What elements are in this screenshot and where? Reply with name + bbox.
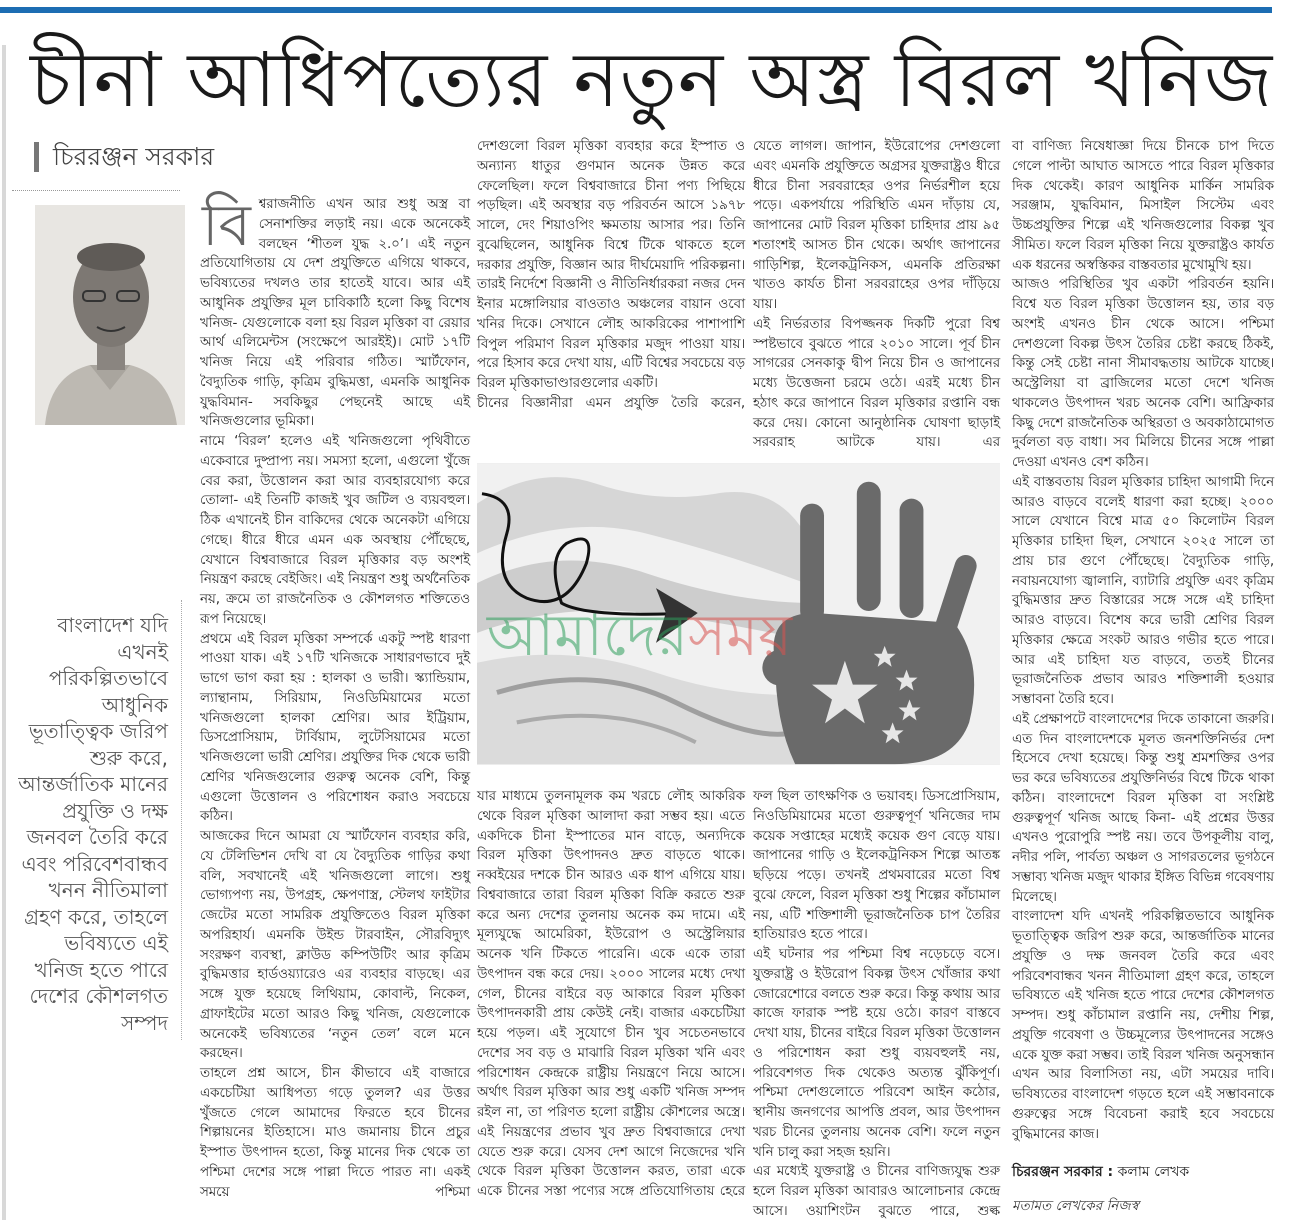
article-illustration [477,463,1000,765]
drop-cap: বি [202,191,251,259]
paragraph: নামে ‘বিরল’ হলেও এই খনিজগুলো পৃথিবীতে একেবারে দুষ্প্রাপ্য নয়। সমস্যা হলো, এগুলো খুঁজে বের করা, উত্তোলন করা আর ব্যবহারযোগ্য করে তোলা- এই তিনটি কাজই খুব জটিল ও ব্যয়বহুল। ঠিক এখানেই চীন বাকিদের থেকে অনেকটা এগিয়ে গেছে। ধীরে ধীরে এমন এক অবস্থায় পৌঁছেছে, যেখানে বিশ্ববাজারে বিরল মৃত্তিকার বড় অংশই নিয়ন্ত্রণ করছে বেইজিং। এই নিয়ন্ত্রণ শুধু অর্থনৈতিক নয়, ক্রমে তা রাজনৈতিক ও কৌশলগত শক্তিতেও রূপ নিয়েছে। [200,433,470,627]
paragraph: যার মাধ্যমে তুলনামূলক কম খরচে লৌহ আকরিক থেকে বিরল মৃত্তিকা আলাদা করা সম্ভব হয়। এতে একদিকে চীনা ইস্পাতের মান বাড়ে, অন্যদিকে বিরল মৃত্তিকা উৎপাদনও দ্রুত বাড়তে থাকে। নব্বইয়ের দশকে চীন আরও এক ধাপ এগিয়ে যায়। বিশ্ববাজারে তারা বিরল মৃত্তিকা বিক্রি করতে শুরু করে অন্য দেশের তুলনায় অনেক কম দামে। এই মূল্যযুদ্ধে আমেরিকা, ইউরোপ ও অস্ট্রেলিয়ার অনেক খনি টিকতে পারেনি। একে একে তারা উৎপাদন বন্ধ করে দেয়। ২০০০ সালের মধ্যে দেখা গেল, চীনের বাইরে বড় আকারে বিরল মৃত্তিকা উৎপাদনকারী প্রায় কেউই নেই। বাজার একচেটিয়া হয়ে পড়ল। এই সুযোগে চীন খুব সচেতনভাবে দেশের সব বড় ও মাঝারি বিরল মৃত্তিকা খনি এবং পরিশোধন কেন্দ্রকে রাষ্ট্রীয় নিয়ন্ত্রণে নিয়ে আসে। অর্থাৎ বিরল মৃত্তিকা আর শুধু একটি খনিজ সম্পদ রইল না, তা পরিণত হলো রাষ্ট্রীয় কৌশলের অস্ত্রে। এই নিয়ন্ত্রণের প্রভাব খুব দ্রুত বিশ্ববাজারে দেখা যেতে শুরু করে। যেসব দেশ আগে নিজেদের খনি থেকে বিরল মৃত্তিকা উত্তোলন করত, তারা একে একে চীনের সস্তা পণ্যের সঙ্গে প্রতিযোগিতায় হেরে [477,788,745,1199]
article-title: চীনা আধিপত্যের নতুন অস্ত্র বিরল খনিজ [30,35,1274,124]
right-column [1012,137,1274,1216]
column-2-top [477,137,745,414]
paragraph: এই ঘটনার পর পশ্চিমা বিশ্ব নড়েচড়ে বসে। যুক্তরাষ্ট্র ও ইউরোপ বিকল্প উৎস খোঁজার কথা জোরেশোরে বলতে শুরু করে। কিন্তু কথায় আর কাজে ফারাক স্পষ্ট হয়ে ওঠে। কারণ বাস্তবে দেখা যায়, চীনের বাইরে বিরল মৃত্তিকা উত্তোলন ও পরিশোধন করা শুধু ব্যয়বহুলই নয়, পরিবেশগত দিক থেকেও অত্যন্ত ঝুঁকিপূর্ণ। পশ্চিমা দেশগুলোতে পরিবেশ আইন কঠোর, স্থানীয় জনগণের আপত্তি প্রবল, আর উৎপাদন খরচ চীনের তুলনায় অনেক বেশি। ফলে নতুন খনি চালু করা সহজ হয়নি। [753,946,1000,1160]
middle-top-row [477,137,1000,453]
divider [12,190,180,191]
column-1 [200,191,470,1202]
paragraph: বাংলাদেশ যদি এখনই পরিকল্পিতভাবে আধুনিক ভূতাত্ত্বিক জরিপ শুরু করে, আন্তর্জাতিক মানের প্রযুক্তি ও দক্ষ জনবল তৈরি করে এবং পরিবেশবান্ধব খনন নীতিমালা গ্রহণ করে, তাহলে ভবিষ্যতে এই খনিজ হতে পারে দেশের কৌশলগত সম্পদ। শুধু কাঁচামাল রপ্তানি নয়, দেশীয় শিল্প, প্রযুক্তি গবেষণা ও উচ্চমূল্যের উৎপাদনের সঙ্গেও একে যুক্ত করা সম্ভব। তাই বিরল খনিজ অনুসন্ধান এখন আর বিলাসিতা নয়, এটা সময়ের দাবি। ভবিষ্যতের বাংলাদেশ গড়তে হলে এই সম্ভাবনাকে গুরুত্বের সঙ্গে বিবেচনা করাই হবে সবচেয়ে বুদ্ধিমানের কাজ। [1012,908,1274,1142]
middle-bottom-row [477,787,1000,1222]
page-left-rule [2,45,6,1220]
paragraph: বা বাণিজ্য নিষেধাজ্ঞা দিয়ে চীনকে চাপ দিতে গেলে পাল্টা আঘাত আসতে পারে বিরল মৃত্তিকার দিক থেকেই। কারণ আধুনিক মার্কিন সামরিক সরঞ্জাম, যুদ্ধবিমান, মিসাইল সিস্টেম এবং উচ্চপ্রযুক্তির শিল্পে এই খনিজগুলোর বিকল্প খুব সীমিত। ফলে বিরল মৃত্তিকা নিয়ে যুক্তরাষ্ট্রও কার্যত এক ধরনের অস্বস্তিকর বাস্তবতার মুখোমুখি হয়। [1012,138,1274,273]
paragraph: প্রথমে এই বিরল মৃত্তিকা সম্পর্কে একটু স্পষ্ট ধারণা পাওয়া যাক। এই ১৭টি খনিজকে সাধারণভাবে দুই ভাগে ভাগ করা হয় : হালকা ও ভারী। স্ক্যান্ডিয়াম, ল্যান্থানাম, সিরিয়াম, নিওডিমিয়ামের মতো খনিজগুলো হালকা শ্রেণির। আর ইট্রিয়াম, ডিসপ্রোসিয়াম, টার্বিয়াম, লুটেসিয়ামের মতো খনিজগুলো ভারী শ্রেণির। প্রযুক্তির দিক থেকে ভারী শ্রেণির খনিজগুলোর গুরুত্ব অনেক বেশি, কিন্তু এগুলো উত্তোলন ও পরিশোধন করাও সবচেয়ে কঠিন। [200,630,470,825]
column-4 [1012,137,1274,1144]
pull-quote: বাংলাদেশ যদি এখনই পরিকল্পিতভাবে আধুনিক ভূতাত্ত্বিক জরিপ শুরু করে, আন্তর্জাতিক মানের প্রযুক্তি ও দক্ষ জনবল তৈরি করে এবং পরিবেশবান্ধব খনন নীতিমালা গ্রহণ করে, তাহলে ভবিষ্যতে এই খনিজ হতে পারে দেশের কৌশলগত সম্পদ [18,613,168,1035]
paragraph: আজও পরিস্থিতির খুব একটা পরিবর্তন হয়নি। বিশ্বে যত বিরল মৃত্তিকা উত্তোলন হয়, তার বড় অংশই এখনও চীন থেকে আসে। পশ্চিমা দেশগুলো বিকল্প উৎস তৈরির চেষ্টা করছে ঠিকই, কিন্তু সেই চেষ্টা নানা সীমাবদ্ধতায় আটকে যাচ্ছে। অস্ট্রেলিয়া বা ব্রাজিলের মতো দেশে খনিজ থাকলেও উৎপাদন খরচ অনেক বেশি। আফ্রিকার কিছু দেশে রাজনৈতিক অস্থিরতা ও অবকাঠামোগত দুর্বলতা বড় বাধা। সব মিলিয়ে চীনের সঙ্গে পাল্লা দেওয়া এখনও বেশ কঠিন। [1012,276,1274,470]
paragraph-text: শ্বরাজনীতি এখন আর শুধু অস্ত্র বা সেনাশক্তির লড়াই নয়। একে অনেকেই বলছেন ‘শীতল যুদ্ধ ২.০’। এই নতুন প্রতিযোগিতায় যে দেশ প্রযুক্তিতে এগিয়ে থাকবে, ভবিষ্যতের দখলও তার হাতেই যাবে। আর এই আধুনিক প্রযুক্তির মূল চাবিকাঠি হলো কিছু বিশেষ খনিজ- যেগুলোকে বলা হয় বিরল মৃত্তিকা বা রেয়ার আর্থ এলিমেন্টস (সংক্ষেপে আরইই)। মোট ১৭টি খনিজ নিয়ে এই পরিবার গঠিত। স্মার্টফোন, বৈদ্যুতিক গাড়ি, কৃত্রিম বুদ্ধিমত্তা, এমনকি আধুনিক যুদ্ধবিমান- সবকিছুর পেছনেই আছে এই খনিজগুলোর ভূমিকা। [200,196,470,430]
pull-quote-divider [181,600,182,1040]
paragraph: আজকের দিনে আমরা যে স্মার্টফোন ব্যবহার করি, যে টেলিভিশন দেখি বা যে বৈদ্যুতিক গাড়ির কথা বলি, সবখানেই এই খনিজগুলো লাগে। শুধু ভোগ্যপণ্য নয়, উপগ্রহ, ক্ষেপণাস্ত্র, স্টেলথ ফাইটার জেটের মতো সামরিক প্রযুক্তিতেও বিরল মৃত্তিকা অপরিহার্য। এমনকি উইন্ড টারবাইন, সৌরবিদ্যুৎ সংরক্ষণ ব্যবস্থা, ক্লাউড কম্পিউটিং আর কৃত্রিম বুদ্ধিমত্তার হার্ডওয়্যারেও এর ব্যবহার বাড়ছে। এর সঙ্গে যুক্ত হয়েছে লিথিয়াম, কোবাল্ট, নিকেল, গ্রাফাইটের মতো আরও কিছু খনিজ, যেগুলোকে অনেকেই ভবিষ্যতের ‘নতুন তেল’ বলে মনে করছেন। [200,828,470,1062]
paragraph: দেশগুলো বিরল মৃত্তিকা ব্যবহার করে ইস্পাত ও অন্যান্য ধাতুর গুণমান অনেক উন্নত করে ফেলেছিল। ফলে বিশ্ববাজারে চীনা পণ্য পিছিয়ে পড়ছিল। এই অবস্থার বড় পরিবর্তন আসে ১৯৭৮ সালে, দেং শিয়াওপিং ক্ষমতায় আসার পর। তিনি বুঝেছিলেন, আধুনিক বিশ্বে টিকে থাকতে হলে দরকার প্রযুক্তি, বিজ্ঞান আর দীর্ঘমেয়াদি পরিকল্পনা। তারই নির্দেশে বিজ্ঞানী ও নীতিনির্ধারকরা নজর দেন ইনার মঙ্গোলিয়ার বাওতাও অঞ্চলের বায়ান ওবো খনির দিকে। সেখানে লৌহ আকরিকের পাশাপাশি বিপুল পরিমাণ বিরল মৃত্তিকার মজুদ পাওয়া যায়। পরে হিসাব করে দেখা যায়, এটি বিশ্বের সবচেয়ে বড় বিরল মৃত্তিকাভাণ্ডারগুলোর একটি। [477,138,746,391]
column-3-bottom [753,787,1000,1222]
paragraph: এই বাস্তবতায় বিরল মৃত্তিকার চাহিদা আগামী দিনে আরও বাড়বে বলেই ধারণা করা হচ্ছে। ২০০০ সালে যেখানে বিশ্বে মাত্র ৫০ কিলোটন বিরল মৃত্তিকার চাহিদা ছিল, সেখানে ২০২৫ সালে তা প্রায় চার গুণে পৌঁছেছে। বৈদ্যুতিক গাড়ি, নবায়নযোগ্য জ্বালানি, ব্যাটারি প্রযুক্তি এবং কৃত্রিম বুদ্ধিমত্তার দ্রুত বিস্তারের সঙ্গে সঙ্গে এই চাহিদা আরও বাড়বে। বিশেষ করে ভারী শ্রেণির বিরল মৃত্তিকার ক্ষেত্রে সংকট আরও গভীর হতে পারে। আর এই চাহিদা যত বাড়বে, ততই চীনের ভূরাজনৈতিক প্রভাব আরও শক্তিশালী হওয়ার সম্ভাবনা তৈরি হবে। [1012,473,1274,707]
paragraph: এই প্রেক্ষাপটে বাংলাদেশের দিকে তাকানো জরুরি। এত দিন বাংলাদেশকে মূলত জনশক্তিনির্ভর দেশ হিসেবে দেখা হয়েছে। কিন্তু শুধু শ্রমশক্তির ওপর ভর করে ভবিষ্যতের প্রযুক্তিনির্ভর বিশ্বে টিকে থাকা কঠিন। বাংলাদেশে বিরল মৃত্তিকা বা সংশ্লিষ্ট গুরুত্বপূর্ণ খনিজ আছে কিনা- এই প্রশ্নের উত্তর এখনও পুরোপুরি স্পষ্ট নয়। তবে উপকূলীয় বালু, নদীর পলি, পার্বত্য অঞ্চল ও সাগরতলের ভূগঠনে সম্ভাব্য খনিজ মজুদ থাকার ইঙ্গিত বিভিন্ন গবেষণায় মিলেছে। [1012,710,1274,905]
paragraph: এর মধ্যেই যুক্তরাষ্ট্র ও চীনের বাণিজ্যযুদ্ধ শুরু হলে বিরল মৃত্তিকা আবারও আলোচনার কেন্দ্রে আসে। ওয়াশিংটন বুঝতে পারে, শুল্ক [753,1163,1000,1219]
header-accent-bar [0,7,1272,13]
watermark-logo: আমাদেরসময় [486,600,793,669]
paragraph: এই নির্ভরতার বিপজ্জনক দিকটি পুরো বিশ্ব স্পষ্টভাবে বুঝতে পারে ২০১০ সালে। পূর্ব চীন সাগরের সেনকাকু দ্বীপ নিয়ে চীন ও জাপানের মধ্যে উত্তেজনা চরমে ওঠে। এরই মধ্যে চীন হঠাৎ করে জাপানে বিরল মৃত্তিকার রপ্তানি বন্ধ করে দেয়। কোনো আনুষ্ঠানিক ঘোষণা ছাড়াই সরবরাহ আটকে যায়। এর [753,315,1000,451]
author-photo [35,205,185,425]
opinion-disclaimer: মতামত লেখকের নিজস্ব [1012,1198,1139,1215]
author-role: কলাম লেখক [1113,1164,1190,1181]
paragraph: তাহলে প্রশ্ন আসে, চীন কীভাবে এই বাজারে একচেটিয়া আধিপত্য গড়ে তুলল? এর উত্তর খুঁজতে গেলে আমাদের ফিরতে হবে চীনের শিল্পায়নের ইতিহাসে। মাও জমানায় চীনে প্রচুর ইস্পাত উৎপাদন হতো, কিন্তু মানের দিক থেকে তা পশ্চিমা দেশের সঙ্গে পাল্লা দিতে পারত না। একই সময়ে পশ্চিমা [200,1065,470,1200]
paragraph [200,191,470,432]
paragraph: চীনের বিজ্ঞানীরা এমন প্রযুক্তি তৈরি করেন, [477,394,745,411]
author-name: চিররঞ্জন সরকার : [1012,1164,1114,1181]
column-2-bottom [477,787,745,1202]
column-3-top [753,137,1000,453]
author-credit [1012,1162,1274,1182]
byline: চিররঞ্জন সরকার [34,142,214,172]
paragraph: যেতে লাগল। জাপান, ইউরোপের দেশগুলো এবং এমনকি প্রযুক্তিতে অগ্রসর যুক্তরাষ্ট্রও ধীরে ধীরে চীনা সরবরাহের ওপর নির্ভরশীল হয়ে পড়ে। একপর্যায়ে পরিস্থিতি এমন দাঁড়ায় যে, জাপানের মোট বিরল মৃত্তিকা চাহিদার প্রায় ৯৫ শতাংশই আসত চীন থেকে। অর্থাৎ জাপানের গাড়িশিল্প, ইলেকট্রনিকস, এমনকি প্রতিরক্ষা খাতও কার্যত চীনা সরবরাহের ওপর দাঁড়িয়ে যায়। [753,138,1000,312]
middle-columns [477,137,1000,1222]
paragraph: ফল ছিল তাৎক্ষণিক ও ভয়াবহ। ডিসপ্রোসিয়াম, নিওডিমিয়ামের মতো গুরুত্বপূর্ণ খনিজের দাম কয়েক সপ্তাহের মধ্যেই কয়েক গুণ বেড়ে যায়। জাপানের গাড়ি ও ইলেকট্রনিকস শিল্পে আতঙ্ক ছড়িয়ে পড়ে। তখনই প্রথমবারের মতো বিশ্ব বুঝে ফেলে, বিরল মৃত্তিকা শুধু শিল্পের কাঁচামাল নয়, এটি শক্তিশালী ভূরাজনৈতিক চাপ তৈরির হাতিয়ারও হতে পারে। [753,788,1000,943]
